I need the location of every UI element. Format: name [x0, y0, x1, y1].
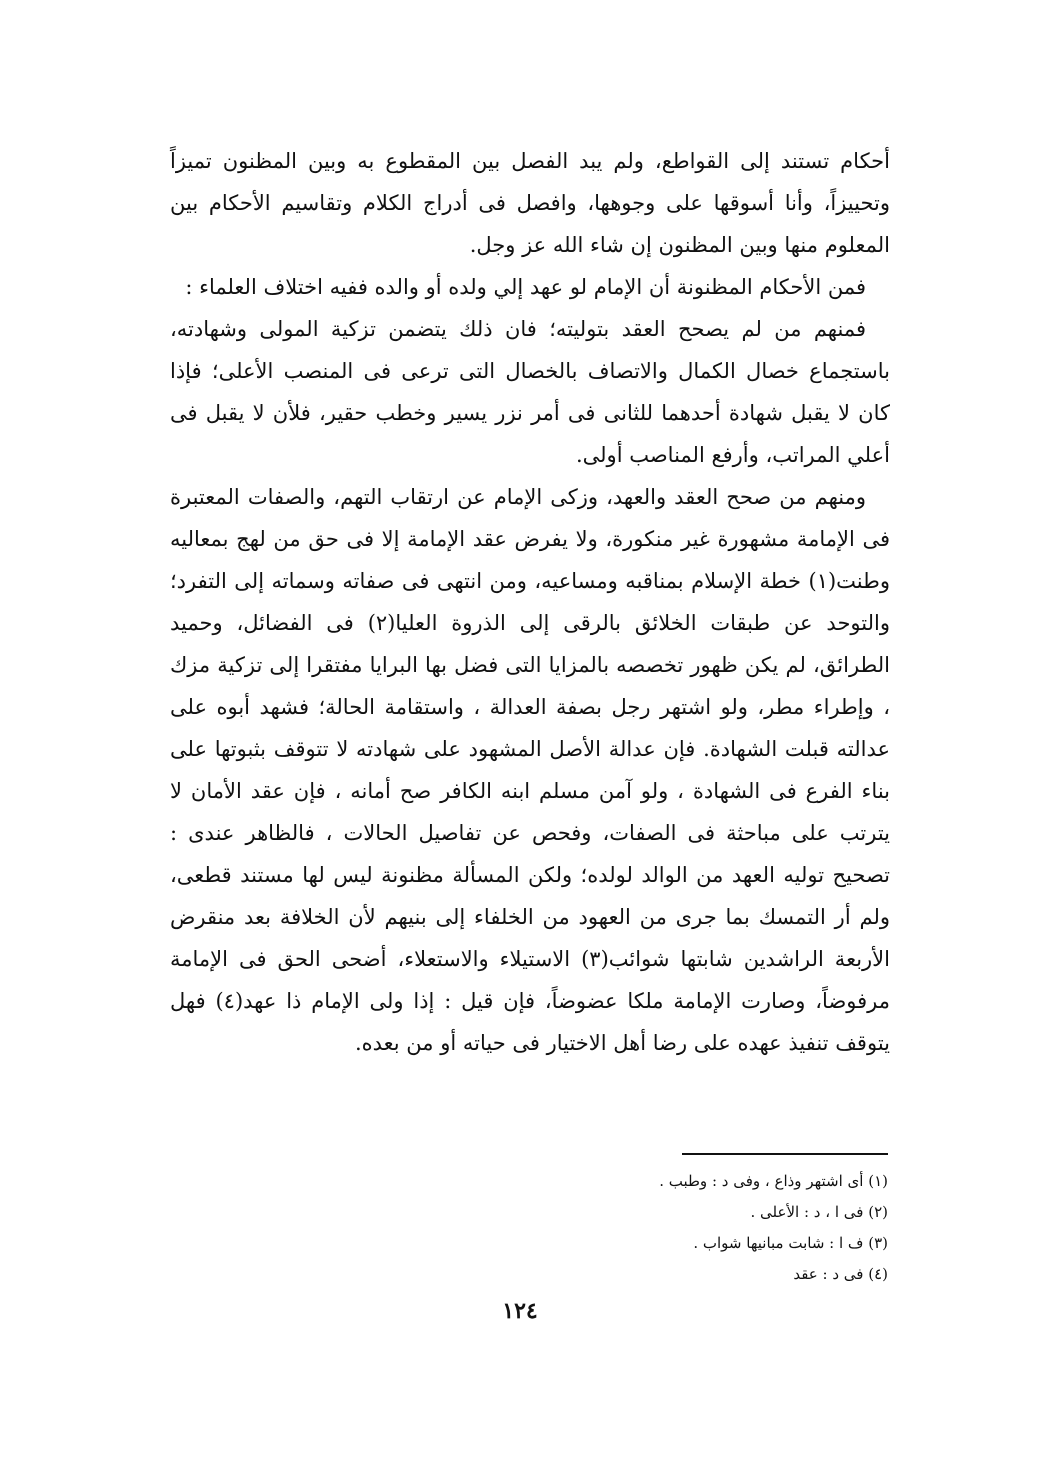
footnote-1: (١) أى اشتهر وذاع ، وفى د : وطبب .	[659, 1172, 888, 1190]
paragraph-4: ومنهم من صحح العقد والعهد، وزكى الإمام عن ارتقاب التهم، والصفات المعتبرة فى الإمامة مشهورة غير منكورة، ولا يفرض عقد الإمامة إلا فى حق من لهج بمعاليه وطنت(١) خطة الإسلام بمناقبه ومساعيه، ومن انتهى فى صفاته وسماته إلى التفرد؛ والتوحد عن طبقات الخلائق بالرقى إلى الذروة العليا(٢) فى الفضائل، وحميد الطرائق، لم يكن ظهور تخصصه بالمزايا التى فضل بها البرايا مفتقرا إلى تزكية مزك ، وإطراء مطر، ولو اشتهر رجل بصفة العدالة ، واستقامة الحالة؛ فشهد أبوه على عدالته قبلت الشهادة. فإن عدالة الأصل المشهود على شهادته لا تتوقف بثبوتها على بناء الفرع فى الشهادة ، ولو آمن مسلم ابنه الكافر صح أمانه ، فإن عقد الأمان لا يترتب على مباحثة فى الصفات، وفحص عن تفاصيل الحالات ، فالظاهر عندى : تصحيح توليه العهد من الوالد لولده؛ ولكن المسألة مظنونة ليس لها مستند قطعى، ولم أر التمسك بما جرى من العهود من الخلفاء إلى بنيهم لأن الخلافة بعد منقرض الأربعة الراشدين شابتها شوائب(٣) الاستيلاء والاستعلاء، أضحى الحق فى الإمامة مرفوضاً، وصارت الإمامة ملكا عضوضاً، فإن قيل : إذا ولى الإمام ذا عهد(٤) فهل يتوقف تنفيذ عهده على رضا أهل الاختيار فى حياته أو من بعده.	[170, 485, 890, 1055]
page-number: ١٢٤	[502, 1298, 538, 1324]
footnotes	[470, 1166, 888, 1290]
paragraph-2: فمن الأحكام المظنونة أن الإمام لو عهد إلي ولده أو والده ففيه اختلاف العلماء :	[185, 275, 866, 299]
paragraph-3: فمنهم من لم يصحح العقد بتوليته؛ فان ذلك يتضمن تزكية المولى وشهادته، باستجماع خصال الكمال والاتصاف بالخصال التى ترعى فى المنصب الأعلى؛ فإذا كان لا يقبل شهادة أحدهما للثانى فى أمر نزر يسير وخطب حقير، فلأن لا يقبل فى أعلي المراتب، وأرفع المناصب أولى.	[170, 317, 890, 467]
paragraph-1: أحكام تستند إلى القواطع، ولم يبد الفصل بين المقطوع به وبين المظنون تميزاً وتحييزاً، وأنا أسوقها على وجوهها، وافصل فى أدراج الكلام وتقاسيم الأحكام بين المعلوم منها وبين المظنون إن شاء الله عز وجل.	[170, 149, 890, 257]
footnote-4: (٤) فى د : عقد	[793, 1265, 888, 1283]
footnote-2: (٢) فى ا ، د : الأعلى .	[750, 1203, 888, 1221]
main-text	[170, 140, 890, 1064]
footnote-divider	[682, 1153, 888, 1155]
footnote-3: (٣) ف ا : شابت مبانيها شواب .	[693, 1234, 888, 1252]
